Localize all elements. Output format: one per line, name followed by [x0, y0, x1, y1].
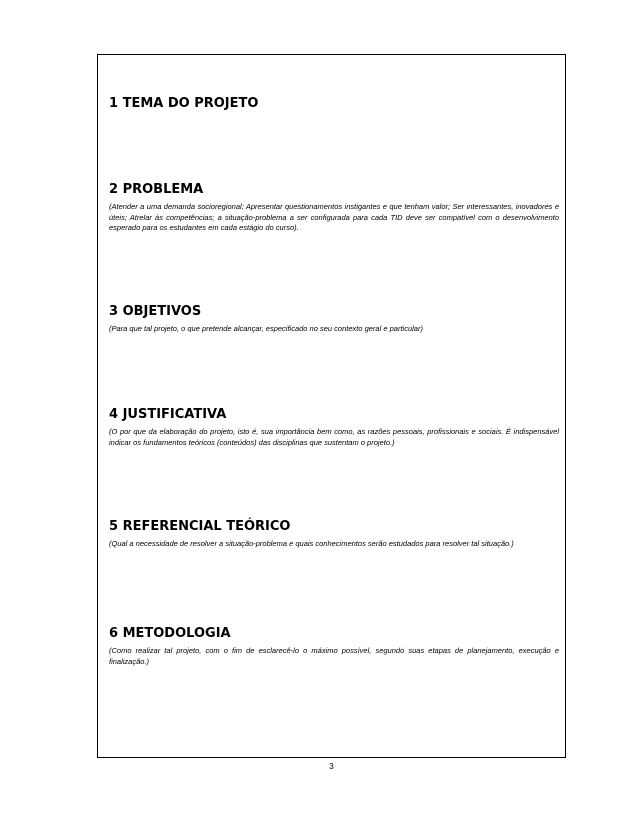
section-metodologia [109, 626, 559, 667]
section-tema-do-projeto [109, 96, 559, 112]
section-heading: 6 METODOLOGIA [109, 626, 231, 641]
section-instructions: (Atender a uma demanda socioregional; Apresentar questionamentos instigantes e que tenham valor; Ser interessantes, inovadores e úteis; Atrelar às competências; a situação-problema a ser configurada para cada TID deve ser compatível com o desenvolvimento esperado para os estudantes em cada estágio do curso). [109, 202, 559, 233]
section-heading: 1 TEMA DO PROJETO [109, 96, 259, 111]
section-instructions: (Para que tal projeto, o que pretende alcançar, especificado no seu contexto geral e particular) [109, 324, 423, 333]
section-objetivos [109, 304, 559, 335]
section-heading: 4 JUSTIFICATIVA [109, 407, 227, 422]
section-problema [109, 182, 559, 234]
section-heading: 2 PROBLEMA [109, 182, 204, 197]
section-instructions: (Como realizar tal projeto, com o fim de esclarecê-lo o máximo possível, segundo suas etapas de planejamento, execução e finalização.) [109, 646, 559, 666]
section-justificativa [109, 407, 559, 448]
page-number: 3 [329, 762, 334, 771]
section-referencial-teorico [109, 519, 559, 550]
section-heading: 5 REFERENCIAL TEÓRICO [109, 519, 291, 534]
section-instructions: (O por que da elaboração do projeto, isto é, sua importância bem como, as razões pessoais, profissionais e sociais. É indispensável indicar os fundamentos teóricos (conteúdos) das disciplinas que sustentam o projeto.) [109, 427, 559, 447]
section-heading: 3 OBJETIVOS [109, 304, 202, 319]
section-instructions: (Qual a necessidade de resolver a situação-problema e quais conhecimentos serão estudados para resolver tal situação.) [109, 539, 514, 548]
